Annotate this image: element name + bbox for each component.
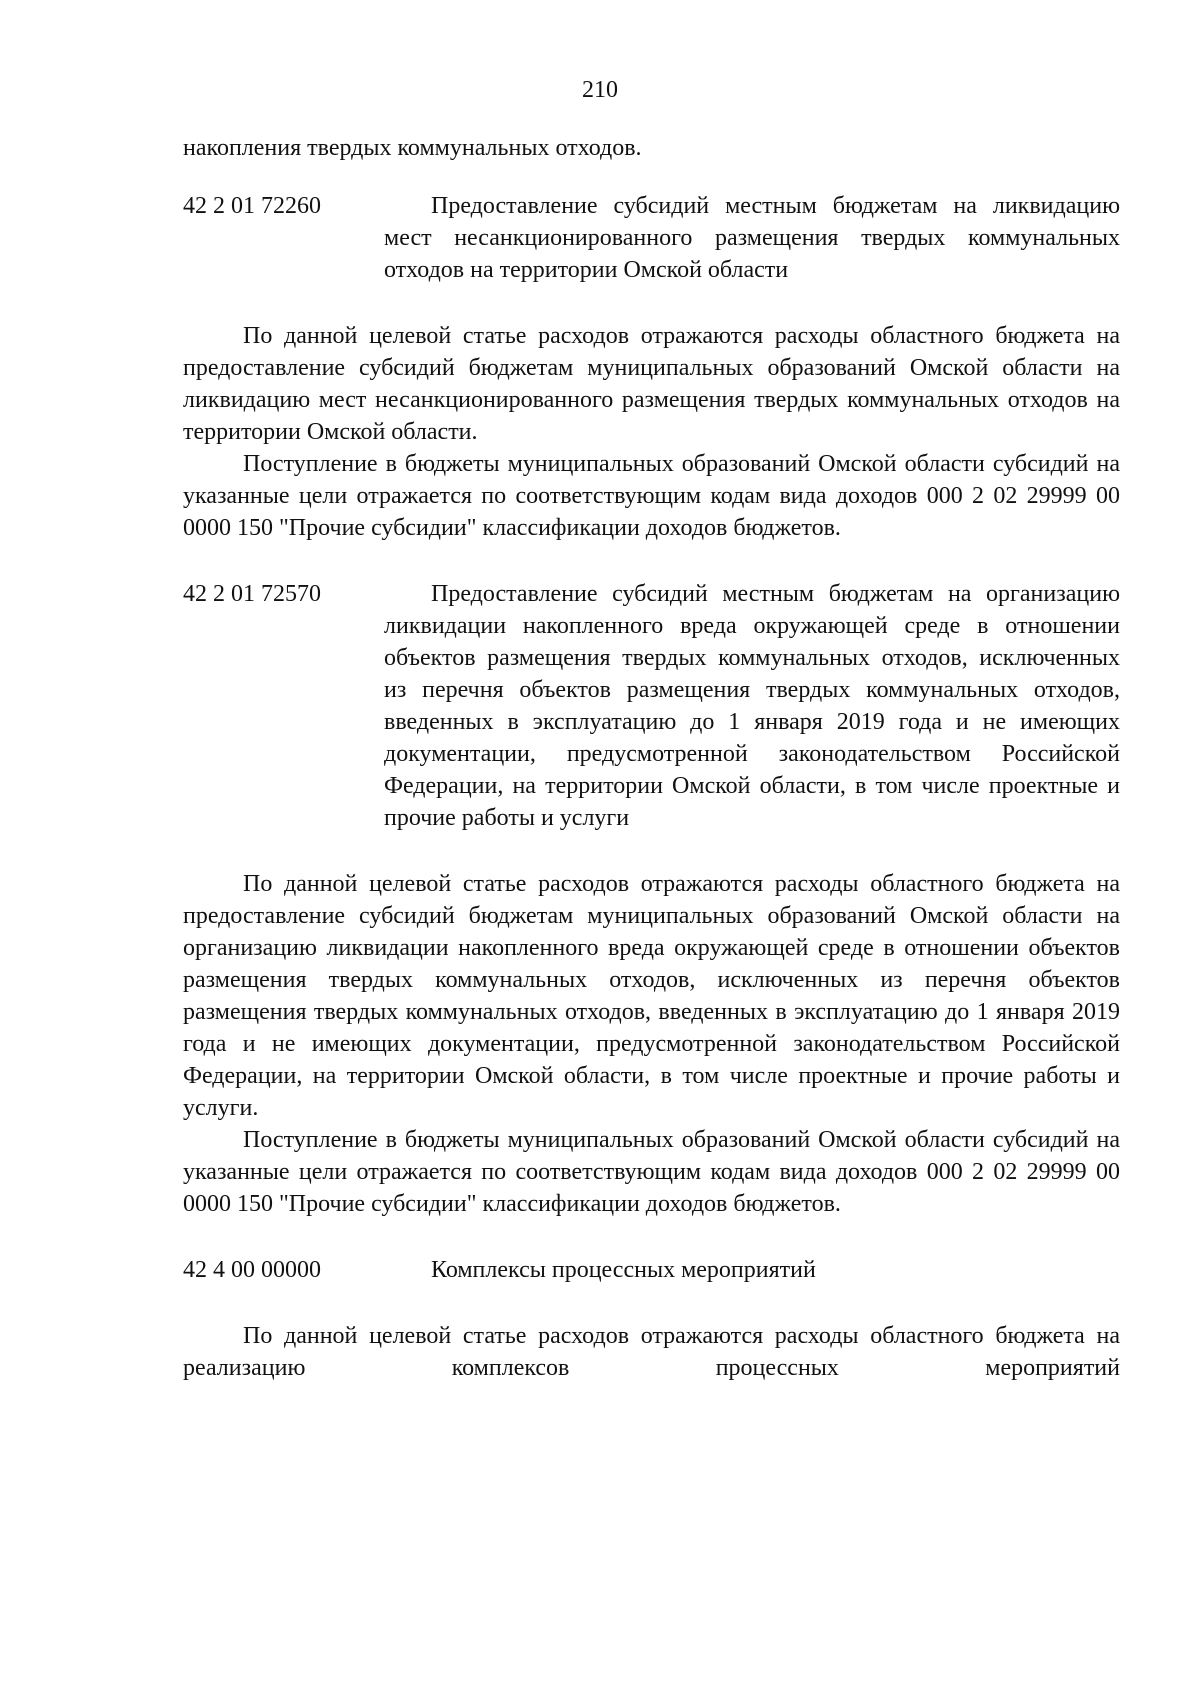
budget-entry-72570 (183, 578, 1120, 834)
entry-code: 42 2 01 72260 (183, 193, 321, 219)
entry-paragraph: По данной целевой статье расходов отражаются расходы областного бюджета на реализацию комплексов процессных мероприятий (183, 1323, 1120, 1381)
entry-title: Предоставление субсидий местным бюджетам на ликвидацию мест несанкционированного размещения твердых коммунальных отходов на территории Омской области (384, 193, 1120, 283)
document-body (183, 132, 1120, 1384)
entry-code: 42 4 00 00000 (183, 1257, 321, 1283)
budget-entry-72260 (183, 190, 1120, 286)
page-number: 210 (582, 77, 618, 103)
entry-paragraph: Поступление в бюджеты муниципальных образований Омской области субсидий на указанные цели отражается по соответствующим кодам вида доходов 000 2 02 29999 00 0000 150 "Прочие субсидии" классификации доходов бюджетов. (183, 1127, 1120, 1217)
entry-paragraph: По данной целевой статье расходов отражаются расходы областного бюджета на предоставление субсидий бюджетам муниципальных образований Омской области на ликвидацию мест несанкционированного размещения твердых коммунальных отходов на территории Омской области. (183, 323, 1120, 445)
entry-title: Предоставление субсидий местным бюджетам на организацию ликвидации накопленного вреда окружающей среде в отношении объектов размещения твердых коммунальных отходов, исключенных из перечня объектов размещения твердых коммунальных отходов, введенных в эксплуатацию до 1 января 2019 года и не имеющих документации, предусмотренной законодательством Российской Федерации, на территории Омской области, в том числе проектные и прочие работы и услуги (384, 581, 1120, 831)
intro-line: накопления твердых коммунальных отходов. (183, 135, 642, 161)
entry-code: 42 2 01 72570 (183, 581, 321, 607)
entry-paragraph: По данной целевой статье расходов отражаются расходы областного бюджета на предоставление субсидий бюджетам муниципальных образований Омской области на организацию ликвидации накопленного вреда окружающей среде в отношении объектов размещения твердых коммунальных отходов, исключенных из перечня объектов размещения твердых коммунальных отходов, введенных в эксплуатацию до 1 января 2019 года и не имеющих документации, предусмотренной законодательством Российской Федерации, на территории Омской области, в том числе проектные и прочие работы и услуги. (183, 871, 1120, 1121)
budget-entry-42400 (183, 1254, 1120, 1286)
entry-paragraph: Поступление в бюджеты муниципальных образований Омской области субсидий на указанные цели отражается по соответствующим кодам вида доходов 000 2 02 29999 00 0000 150 "Прочие субсидии" классификации доходов бюджетов. (183, 451, 1120, 541)
entry-title: Комплексы процессных мероприятий (431, 1257, 816, 1283)
